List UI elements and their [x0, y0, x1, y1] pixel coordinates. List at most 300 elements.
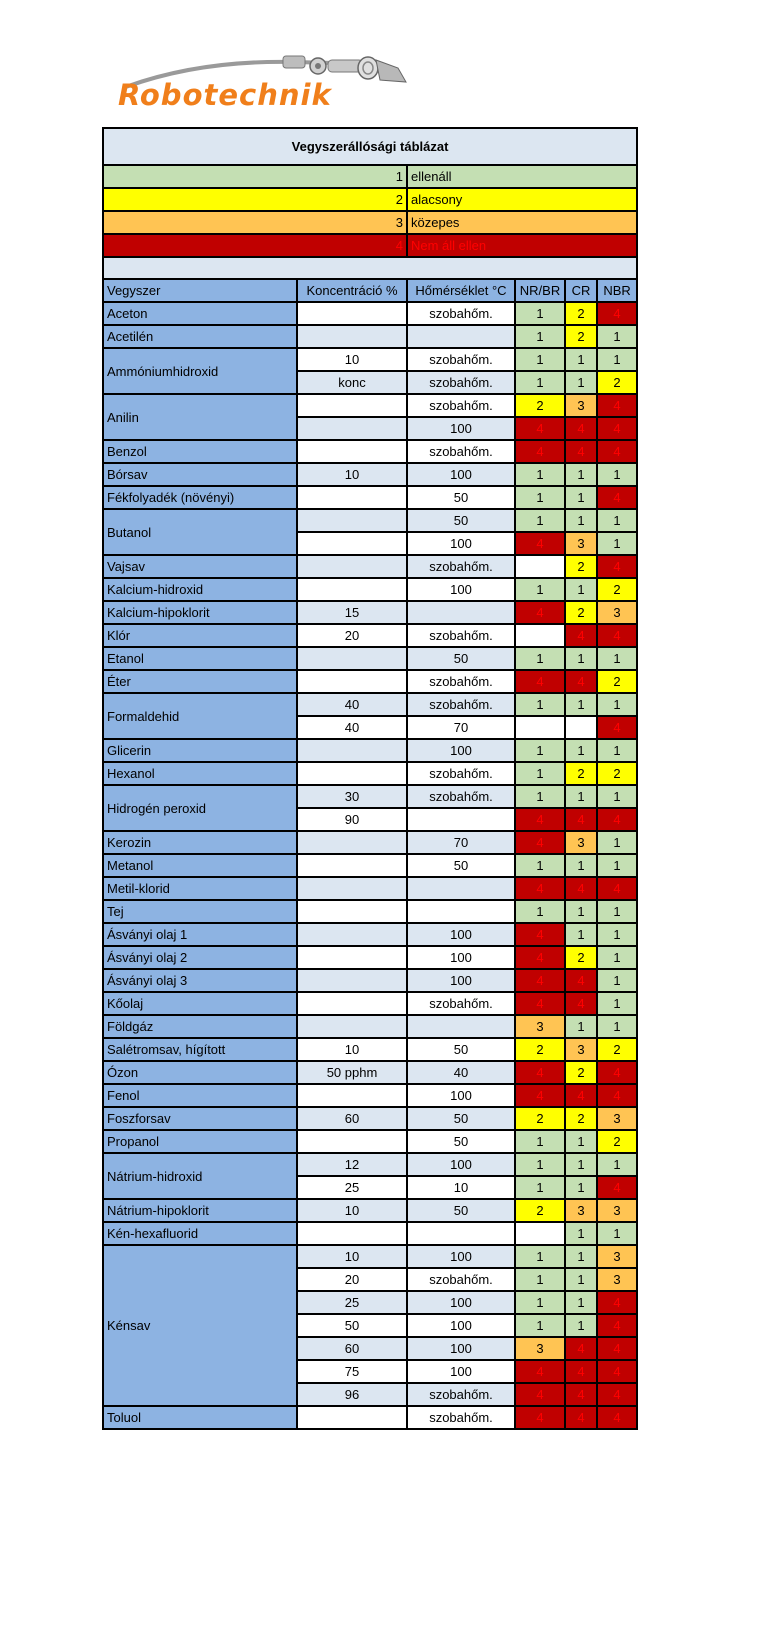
cr-rating: 1: [565, 1153, 597, 1176]
concentration-cell: [297, 1222, 407, 1245]
concentration-cell: 50 pphm: [297, 1061, 407, 1084]
table-row: [103, 946, 637, 969]
table-row: [103, 624, 637, 647]
column-header: Vegyszer: [103, 279, 297, 302]
nbr-rating: 1: [597, 992, 637, 1015]
table-row: [103, 992, 637, 1015]
nr-br-rating: 1: [515, 900, 565, 923]
nr-br-rating: 4: [515, 1061, 565, 1084]
chemical-name: Bórsav: [103, 463, 297, 486]
concentration-cell: [297, 302, 407, 325]
concentration-cell: [297, 647, 407, 670]
nbr-rating: 4: [597, 1176, 637, 1199]
nr-br-rating: 4: [515, 670, 565, 693]
chemical-name: Anilin: [103, 394, 297, 440]
nbr-rating: 2: [597, 578, 637, 601]
nr-br-rating: 2: [515, 1199, 565, 1222]
concentration-cell: 25: [297, 1176, 407, 1199]
nbr-rating: 2: [597, 1130, 637, 1153]
temperature-cell: szobahőm.: [407, 624, 515, 647]
nbr-rating: 3: [597, 601, 637, 624]
temperature-cell: szobahőm.: [407, 394, 515, 417]
legend-number: 3: [103, 211, 407, 234]
chemical-name: Hidrogén peroxid: [103, 785, 297, 831]
cr-rating: 4: [565, 877, 597, 900]
nbr-rating: 4: [597, 1291, 637, 1314]
nbr-rating: 1: [597, 739, 637, 762]
nr-br-rating: 1: [515, 854, 565, 877]
concentration-cell: [297, 739, 407, 762]
chemical-name: Kerozin: [103, 831, 297, 854]
concentration-cell: [297, 1015, 407, 1038]
chemical-name: Toluol: [103, 1406, 297, 1429]
chemical-name: Foszforsav: [103, 1107, 297, 1130]
cr-rating: 4: [565, 969, 597, 992]
table-row: [103, 785, 637, 808]
nbr-rating: 4: [597, 1383, 637, 1406]
nr-br-rating: 2: [515, 1038, 565, 1061]
cr-rating: 1: [565, 578, 597, 601]
nr-br-rating: 4: [515, 946, 565, 969]
table-row: [103, 854, 637, 877]
chemical-name: Glicerin: [103, 739, 297, 762]
concentration-cell: konc: [297, 371, 407, 394]
nr-br-rating: 4: [515, 992, 565, 1015]
nr-br-rating: [515, 624, 565, 647]
temperature-cell: szobahőm.: [407, 762, 515, 785]
nr-br-rating: 4: [515, 601, 565, 624]
nr-br-rating: 2: [515, 394, 565, 417]
nbr-rating: 4: [597, 440, 637, 463]
concentration-cell: [297, 670, 407, 693]
cr-rating: 2: [565, 555, 597, 578]
concentration-cell: 60: [297, 1337, 407, 1360]
table-row: [103, 578, 637, 601]
cr-rating: 4: [565, 1084, 597, 1107]
nr-br-rating: 1: [515, 578, 565, 601]
concentration-cell: [297, 509, 407, 532]
chemical-name: Acetilén: [103, 325, 297, 348]
temperature-cell: 50: [407, 647, 515, 670]
chemical-name: Klór: [103, 624, 297, 647]
cr-rating: 1: [565, 509, 597, 532]
table-row: [103, 302, 637, 325]
temperature-cell: szobahőm.: [407, 693, 515, 716]
chemical-name: Ózon: [103, 1061, 297, 1084]
nr-br-rating: 1: [515, 1153, 565, 1176]
concentration-cell: 75: [297, 1360, 407, 1383]
nr-br-rating: 4: [515, 1406, 565, 1429]
nbr-rating: 4: [597, 394, 637, 417]
nbr-rating: 1: [597, 946, 637, 969]
nbr-rating: 4: [597, 1337, 637, 1360]
chemical-name: Fékfolyadék (növényi): [103, 486, 297, 509]
chemical-name: Kőolaj: [103, 992, 297, 1015]
nbr-rating: 1: [597, 1222, 637, 1245]
nr-br-rating: 1: [515, 371, 565, 394]
cr-rating: 4: [565, 624, 597, 647]
nr-br-rating: 1: [515, 348, 565, 371]
chemical-name: Kénsav: [103, 1245, 297, 1406]
nr-br-rating: 4: [515, 923, 565, 946]
chemical-name: Kén-hexafluorid: [103, 1222, 297, 1245]
chemical-name: Formaldehid: [103, 693, 297, 739]
temperature-cell: [407, 1015, 515, 1038]
cr-rating: 2: [565, 946, 597, 969]
spacer-cell: [103, 257, 637, 279]
chemical-name: Metil-klorid: [103, 877, 297, 900]
cr-rating: 1: [565, 1291, 597, 1314]
cr-rating: 1: [565, 1314, 597, 1337]
temperature-cell: 50: [407, 1038, 515, 1061]
legend-label: alacsony: [407, 188, 637, 211]
temperature-cell: szobahőm.: [407, 302, 515, 325]
temperature-cell: szobahőm.: [407, 1268, 515, 1291]
concentration-cell: 10: [297, 348, 407, 371]
chemical-name: Salétromsav, hígított: [103, 1038, 297, 1061]
table-row: [103, 739, 637, 762]
chemical-name: Aceton: [103, 302, 297, 325]
concentration-cell: 50: [297, 1314, 407, 1337]
cr-rating: 1: [565, 463, 597, 486]
table-row: [103, 900, 637, 923]
nbr-rating: 4: [597, 1360, 637, 1383]
cr-rating: 4: [565, 1383, 597, 1406]
table-row: [103, 969, 637, 992]
concentration-cell: [297, 969, 407, 992]
table-row: [103, 693, 637, 716]
chemical-name: Ammóniumhidroxid: [103, 348, 297, 394]
table-row: [103, 647, 637, 670]
cr-rating: 2: [565, 1107, 597, 1130]
nbr-rating: 2: [597, 1038, 637, 1061]
cr-rating: 1: [565, 785, 597, 808]
nr-br-rating: [515, 716, 565, 739]
nr-br-rating: 1: [515, 693, 565, 716]
temperature-cell: szobahőm.: [407, 992, 515, 1015]
cr-rating: [565, 716, 597, 739]
nr-br-rating: 1: [515, 785, 565, 808]
concentration-cell: 40: [297, 693, 407, 716]
nr-br-rating: 2: [515, 1107, 565, 1130]
column-header: NR/BR: [515, 279, 565, 302]
nbr-rating: 4: [597, 624, 637, 647]
table-row: [103, 670, 637, 693]
chemical-name: Nátrium-hidroxid: [103, 1153, 297, 1199]
cr-rating: 1: [565, 900, 597, 923]
nbr-rating: 4: [597, 716, 637, 739]
concentration-cell: [297, 578, 407, 601]
nr-br-rating: 1: [515, 762, 565, 785]
temperature-cell: 100: [407, 923, 515, 946]
table-row: [103, 1107, 637, 1130]
concentration-cell: 90: [297, 808, 407, 831]
table-row: [103, 509, 637, 532]
concentration-cell: [297, 831, 407, 854]
cr-rating: 1: [565, 1130, 597, 1153]
nbr-rating: 3: [597, 1199, 637, 1222]
legend-row: [103, 234, 637, 257]
nr-br-rating: 3: [515, 1337, 565, 1360]
concentration-cell: [297, 992, 407, 1015]
temperature-cell: 100: [407, 739, 515, 762]
nbr-rating: 4: [597, 1084, 637, 1107]
nr-br-rating: 1: [515, 1291, 565, 1314]
nbr-rating: 1: [597, 463, 637, 486]
chemical-name: Hexanol: [103, 762, 297, 785]
temperature-cell: 50: [407, 1107, 515, 1130]
cr-rating: 1: [565, 693, 597, 716]
nbr-rating: 4: [597, 1406, 637, 1429]
cr-rating: 1: [565, 739, 597, 762]
nbr-rating: 4: [597, 555, 637, 578]
table-row: [103, 831, 637, 854]
legend-row: [103, 165, 637, 188]
concentration-cell: [297, 946, 407, 969]
nr-br-rating: 4: [515, 808, 565, 831]
concentration-cell: 10: [297, 1038, 407, 1061]
nbr-rating: 1: [597, 1015, 637, 1038]
temperature-cell: [407, 900, 515, 923]
temperature-cell: 100: [407, 1360, 515, 1383]
cr-rating: 3: [565, 394, 597, 417]
concentration-cell: 10: [297, 1245, 407, 1268]
nbr-rating: 4: [597, 302, 637, 325]
concentration-cell: [297, 440, 407, 463]
cr-rating: 1: [565, 854, 597, 877]
concentration-cell: [297, 325, 407, 348]
concentration-cell: [297, 877, 407, 900]
temperature-cell: szobahőm.: [407, 348, 515, 371]
cr-rating: 2: [565, 302, 597, 325]
temperature-cell: [407, 601, 515, 624]
cr-rating: 2: [565, 1061, 597, 1084]
legend-row: [103, 211, 637, 234]
chemical-name: Ásványi olaj 3: [103, 969, 297, 992]
concentration-cell: 30: [297, 785, 407, 808]
concentration-cell: [297, 532, 407, 555]
chemical-name: Butanol: [103, 509, 297, 555]
nbr-rating: 1: [597, 785, 637, 808]
cr-rating: 1: [565, 647, 597, 670]
chemical-name: Kalcium-hidroxid: [103, 578, 297, 601]
spacer-row: [103, 257, 637, 279]
nbr-rating: 1: [597, 900, 637, 923]
nr-br-rating: 1: [515, 486, 565, 509]
table-row: [103, 325, 637, 348]
table-row: [103, 1084, 637, 1107]
nbr-rating: 3: [597, 1268, 637, 1291]
nbr-rating: 1: [597, 854, 637, 877]
cr-rating: 3: [565, 1038, 597, 1061]
nbr-rating: 2: [597, 762, 637, 785]
concentration-cell: 60: [297, 1107, 407, 1130]
nr-br-rating: 4: [515, 831, 565, 854]
nbr-rating: 2: [597, 670, 637, 693]
temperature-cell: 100: [407, 463, 515, 486]
nr-br-rating: 4: [515, 1360, 565, 1383]
cr-rating: 4: [565, 417, 597, 440]
cr-rating: 2: [565, 325, 597, 348]
temperature-cell: 100: [407, 1337, 515, 1360]
cr-rating: 3: [565, 532, 597, 555]
nbr-rating: 1: [597, 509, 637, 532]
nr-br-rating: 4: [515, 440, 565, 463]
temperature-cell: 70: [407, 831, 515, 854]
temperature-cell: 100: [407, 946, 515, 969]
chemical-name: Ásványi olaj 2: [103, 946, 297, 969]
concentration-cell: [297, 1084, 407, 1107]
legend-label: közepes: [407, 211, 637, 234]
temperature-cell: 100: [407, 1245, 515, 1268]
concentration-cell: 12: [297, 1153, 407, 1176]
nbr-rating: 1: [597, 325, 637, 348]
legend-label: Nem áll ellen: [407, 234, 637, 257]
concentration-cell: [297, 555, 407, 578]
chemical-name: Metanol: [103, 854, 297, 877]
column-header: CR: [565, 279, 597, 302]
concentration-cell: 15: [297, 601, 407, 624]
nbr-rating: 3: [597, 1245, 637, 1268]
concentration-cell: 25: [297, 1291, 407, 1314]
temperature-cell: szobahőm.: [407, 1383, 515, 1406]
nbr-rating: 4: [597, 808, 637, 831]
temperature-cell: 40: [407, 1061, 515, 1084]
cr-rating: 4: [565, 1360, 597, 1383]
temperature-cell: 100: [407, 417, 515, 440]
temperature-cell: 100: [407, 1291, 515, 1314]
concentration-cell: 10: [297, 1199, 407, 1222]
temperature-cell: szobahőm.: [407, 1406, 515, 1429]
concentration-cell: 20: [297, 624, 407, 647]
chemical-name: Tej: [103, 900, 297, 923]
temperature-cell: 10: [407, 1176, 515, 1199]
chemical-name: Földgáz: [103, 1015, 297, 1038]
nr-br-rating: 4: [515, 417, 565, 440]
nbr-rating: 4: [597, 1314, 637, 1337]
column-header: Hőmérséklet °C: [407, 279, 515, 302]
concentration-cell: [297, 1406, 407, 1429]
nr-br-rating: 1: [515, 739, 565, 762]
cr-rating: 1: [565, 1222, 597, 1245]
nbr-rating: 1: [597, 969, 637, 992]
legend-label: ellenáll: [407, 165, 637, 188]
temperature-cell: 50: [407, 1199, 515, 1222]
temperature-cell: 100: [407, 578, 515, 601]
nr-br-rating: 1: [515, 1245, 565, 1268]
table-row: [103, 1130, 637, 1153]
cr-rating: 4: [565, 808, 597, 831]
cr-rating: 4: [565, 440, 597, 463]
temperature-cell: szobahőm.: [407, 371, 515, 394]
cr-rating: 4: [565, 1406, 597, 1429]
nbr-rating: 1: [597, 348, 637, 371]
legend-row: [103, 188, 637, 211]
temperature-cell: 100: [407, 532, 515, 555]
nr-br-rating: 4: [515, 969, 565, 992]
nr-br-rating: [515, 1222, 565, 1245]
column-header-row: [103, 279, 637, 302]
concentration-cell: [297, 762, 407, 785]
temperature-cell: 50: [407, 486, 515, 509]
nr-br-rating: 1: [515, 1314, 565, 1337]
chemical-name: Nátrium-hipoklorit: [103, 1199, 297, 1222]
table-row: [103, 1153, 637, 1176]
table-row: [103, 1015, 637, 1038]
robotechnik-logo: [118, 54, 418, 116]
temperature-cell: 70: [407, 716, 515, 739]
chemical-name: Kalcium-hipoklorit: [103, 601, 297, 624]
nbr-rating: 1: [597, 923, 637, 946]
concentration-cell: [297, 394, 407, 417]
table-row: [103, 1222, 637, 1245]
nbr-rating: 4: [597, 1061, 637, 1084]
nr-br-rating: 1: [515, 647, 565, 670]
nr-br-rating: 1: [515, 325, 565, 348]
temperature-cell: 100: [407, 1314, 515, 1337]
nr-br-rating: 1: [515, 302, 565, 325]
temperature-cell: 50: [407, 854, 515, 877]
table-row: [103, 1038, 637, 1061]
chemical-name: Vajsav: [103, 555, 297, 578]
temperature-cell: [407, 1222, 515, 1245]
temperature-cell: 100: [407, 1084, 515, 1107]
chemical-name: Propanol: [103, 1130, 297, 1153]
concentration-cell: 40: [297, 716, 407, 739]
nbr-rating: 2: [597, 371, 637, 394]
chemical-resistance-table: [102, 127, 638, 1430]
temperature-cell: [407, 325, 515, 348]
table-row: [103, 1199, 637, 1222]
table-row: [103, 348, 637, 371]
logo-text: Robotechnik: [118, 78, 332, 112]
nr-br-rating: 4: [515, 1084, 565, 1107]
cr-rating: 1: [565, 486, 597, 509]
cr-rating: 4: [565, 992, 597, 1015]
legend-number: 1: [103, 165, 407, 188]
cr-rating: 4: [565, 670, 597, 693]
concentration-cell: [297, 900, 407, 923]
nr-br-rating: 1: [515, 1130, 565, 1153]
concentration-cell: 10: [297, 463, 407, 486]
nbr-rating: 1: [597, 647, 637, 670]
concentration-cell: [297, 854, 407, 877]
nr-br-rating: 1: [515, 1176, 565, 1199]
chemical-name: Fenol: [103, 1084, 297, 1107]
column-header: Koncentráció %: [297, 279, 407, 302]
chemical-name: Benzol: [103, 440, 297, 463]
temperature-cell: [407, 808, 515, 831]
nbr-rating: 1: [597, 831, 637, 854]
nbr-rating: 1: [597, 1153, 637, 1176]
table-row: [103, 486, 637, 509]
cr-rating: 3: [565, 1199, 597, 1222]
table-row: [103, 440, 637, 463]
legend-number: 4: [103, 234, 407, 257]
table-row: [103, 1406, 637, 1429]
column-header: NBR: [597, 279, 637, 302]
nbr-rating: 4: [597, 486, 637, 509]
cr-rating: 1: [565, 1245, 597, 1268]
cr-rating: 1: [565, 371, 597, 394]
temperature-cell: 100: [407, 969, 515, 992]
table-row: [103, 877, 637, 900]
temperature-cell: szobahőm.: [407, 555, 515, 578]
table-row: [103, 555, 637, 578]
concentration-cell: [297, 923, 407, 946]
concentration-cell: 20: [297, 1268, 407, 1291]
legend-number: 2: [103, 188, 407, 211]
